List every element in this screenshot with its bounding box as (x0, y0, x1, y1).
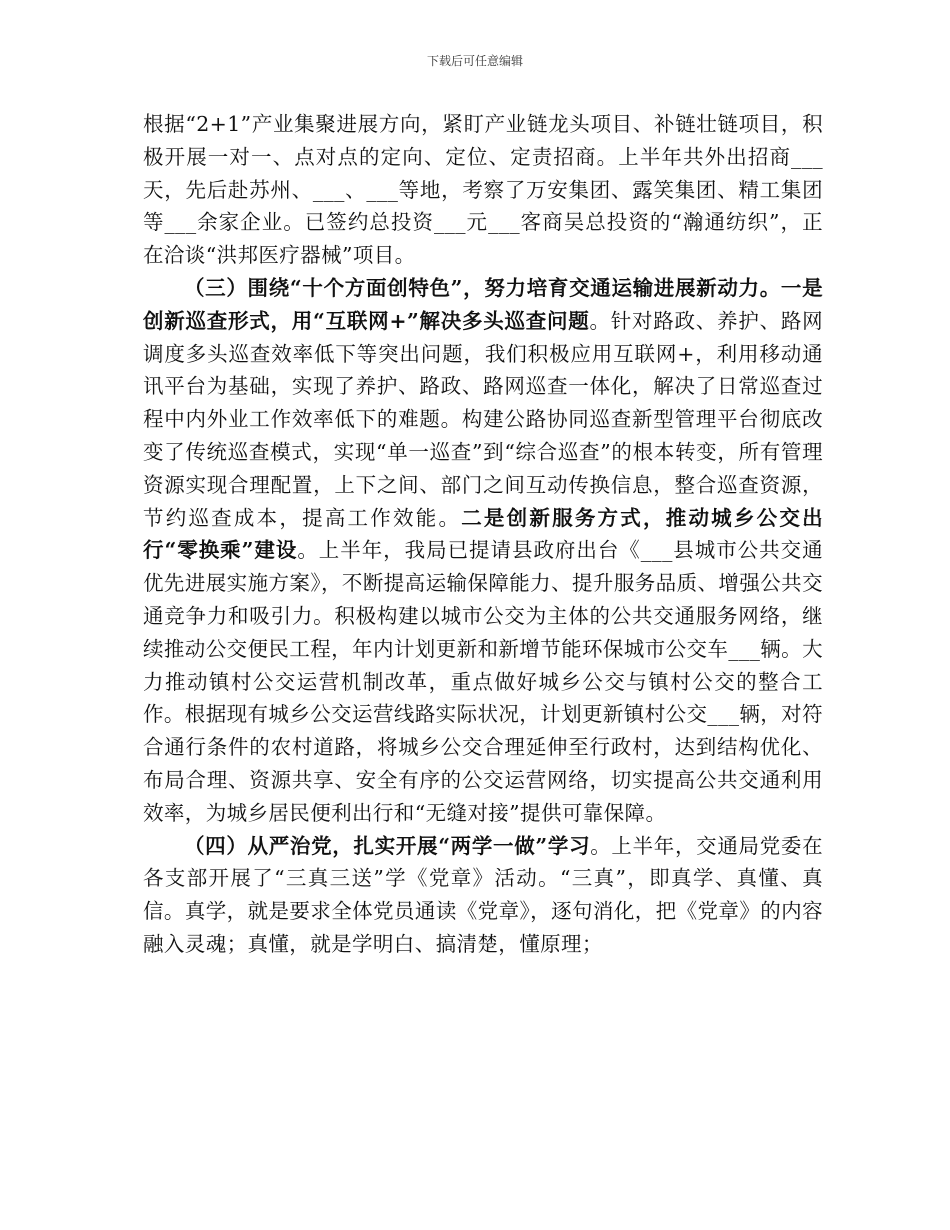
paragraph-investment (143, 108, 823, 272)
paragraph-section-four (143, 830, 823, 961)
page-header: 下载后可任意编辑 (426, 54, 523, 68)
section-heading: （四）从严治党，扎实开展“两学一做”学习 (184, 833, 591, 858)
section-heading: （三）围绕“十个方面创特色”，努力培育交通运输进展新动力。一是创新巡查形式，用“互联网+”解决多头巡查问题 (143, 275, 823, 333)
text-run: 。上半年，我局已提请县政府出台《___县城市公共交通优先进展实施方案》，不断提高运输保障能力、提升服务品质、增强公共交通竞争力和吸引力。积极构建以城市公交为主体的公共交通服务网络，继续推动公交便民工程，年内计划更新和新增节能环保城市公交车___辆。大力推动镇村公交运营机制改革，重点做好城乡公交与镇村公交的整合工作。根据现有城乡公交运营线路实际状况，计划更新镇村公交___辆，对符合通行条件的农村道路，将城乡公交合理延伸至行政村，达到结构优化、布局合理、资源共享、安全有序的公交运营网络，切实提高公共交通利用效率，为城乡居民便利出行和“无缝对接”提供可靠保障。 (143, 538, 823, 825)
text-run: 。上半年，交通局党委在各支部开展了“三真三送”学《党章》活动。“三真”，即真学、真懂、真信。真学，就是要求全体党员通读《党章》，逐句消化，把《党章》的内容融入灵魂；真懂，就是学明白、搞清楚，懂原理； (143, 833, 823, 956)
subsection-heading: 二是创新服务方式，推动城乡公交出行“零换乘”建设 (143, 505, 823, 563)
document-body (143, 108, 823, 961)
text-run: 。针对路政、养护、路网调度多头巡查效率低下等突出问题，我们积极应用互联网+，利用移动通讯平台为基础，实现了养护、路政、路网巡查一体化，解决了日常巡查过程中内外业工作效率低下的难题。构建公路协同巡查新型管理平台彻底改变了传统巡查模式，实现“单一巡查”到“综合巡查”的根本转变，所有管理资源实现合理配置，上下之间、部门之间互动传换信息，整合巡查资源，节约巡查成本，提高工作效能。 (143, 308, 823, 530)
paragraph-section-three (143, 272, 823, 830)
text-run: 根据“2+1”产业集聚进展方向，紧盯产业链龙头项目、补链壮链项目，积极开展一对一、点对点的定向、定位、定责招商。上半年共外出招商___天，先后赴苏州、___、___等地，考察了万安集团、露笑集团、精工集团等___余家企业。已签约总投资___元___客商吴总投资的“瀚通纺织”，正在洽谈“洪邦医疗器械”项目。 (143, 112, 823, 268)
